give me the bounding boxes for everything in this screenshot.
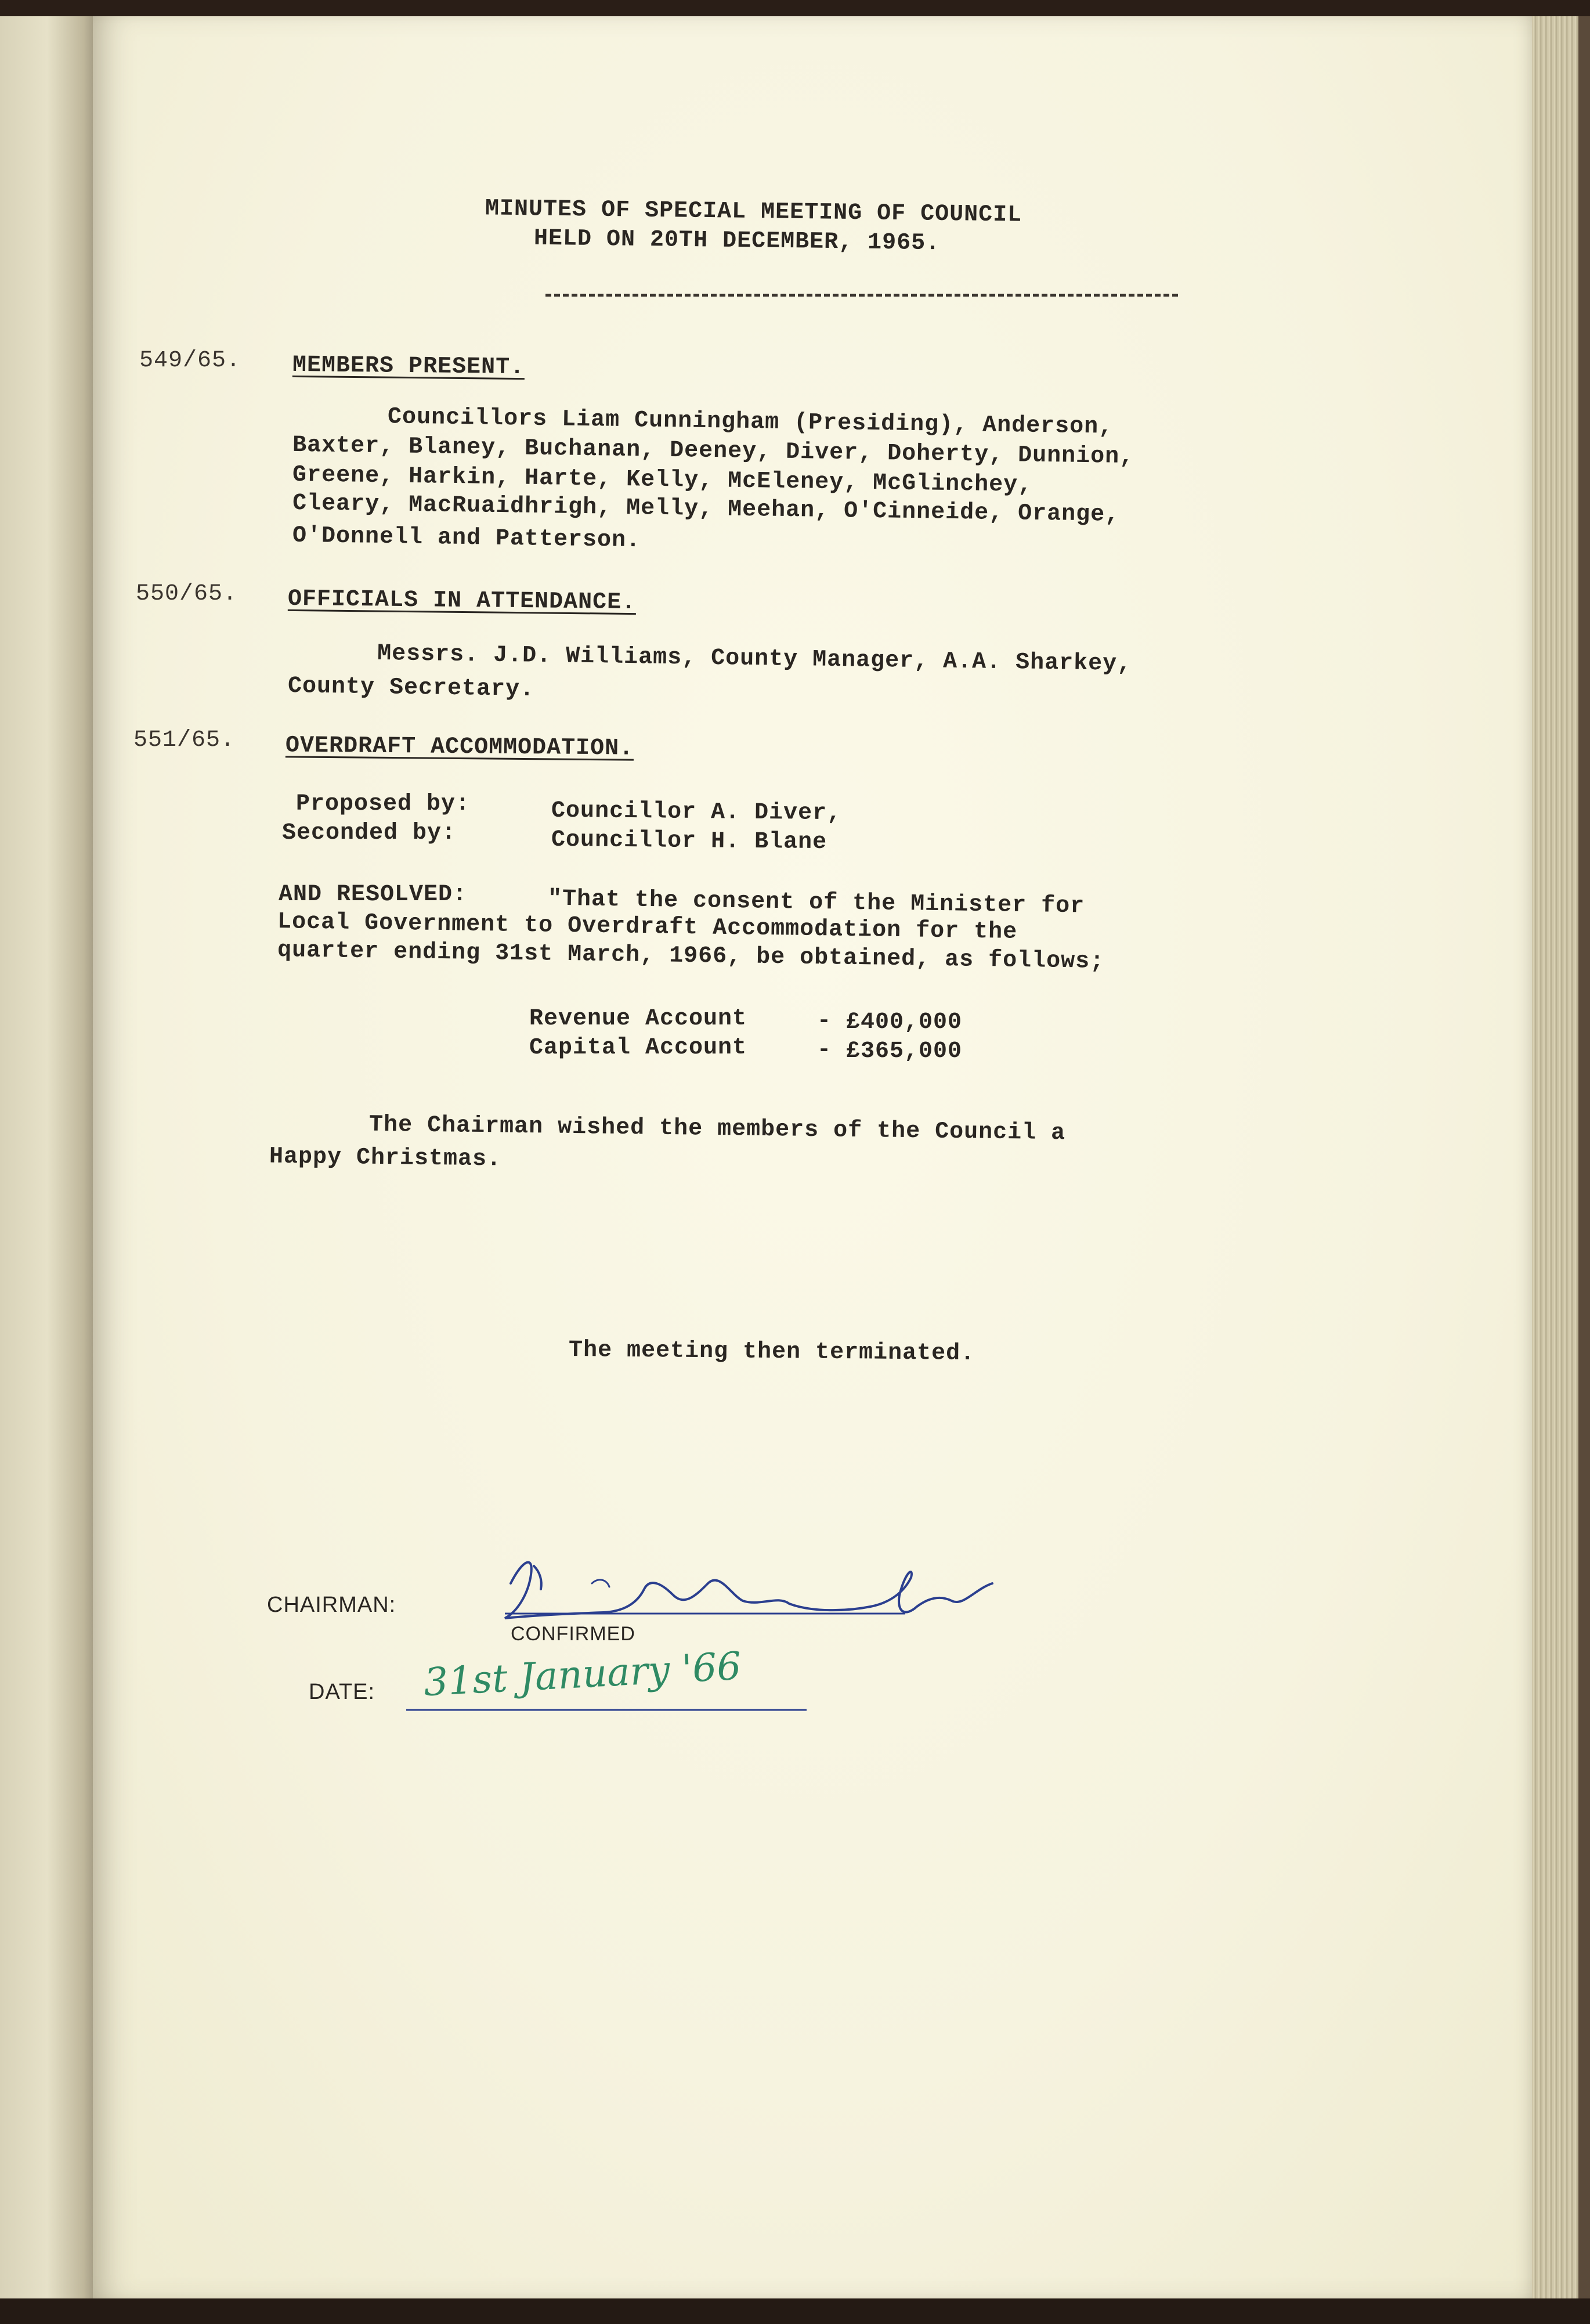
- members-line-3: Greene, Harkin, Harte, Kelly, McEleney, McGlinchey,: [292, 462, 1033, 499]
- revenue-account-name: Revenue Account: [529, 1006, 747, 1032]
- seconded-label: Seconded by:: [282, 820, 457, 846]
- proposed-label: Proposed by:: [296, 791, 471, 817]
- date-underline: [406, 1669, 812, 1716]
- left-page-gutter: [0, 16, 104, 2298]
- item-number-550: 550/65.: [136, 581, 238, 607]
- officials-line-2: County Secretary.: [287, 673, 535, 703]
- members-line-2: Baxter, Blaney, Buchanan, Deeney, Diver, Doherty, Dunnion,: [292, 432, 1134, 471]
- heading-officials: OFFICIALS IN ATTENDANCE.: [287, 586, 637, 616]
- chairman-note-line-2: Happy Christmas.: [269, 1143, 502, 1173]
- resolved-line-2: Local Government to Overdraft Accommodation for the: [277, 909, 1018, 946]
- officials-line-1: Messrs. J.D. Williams, County Manager, A.A. Sharkey,: [377, 640, 1132, 678]
- page-top-edge: [0, 0, 1590, 16]
- resolved-line-3: quarter ending 31st March, 1966, be obtained, as follows;: [277, 937, 1105, 975]
- page-bottom-edge: [0, 2298, 1590, 2324]
- date-label: DATE:: [309, 1680, 375, 1704]
- minutes-page: [93, 16, 1532, 2298]
- chairman-label: CHAIRMAN:: [267, 1593, 396, 1617]
- item-number-549: 549/65.: [139, 348, 241, 374]
- revenue-account-amount: £400,000: [846, 1009, 963, 1035]
- proposed-value: Councillor A. Diver,: [551, 797, 842, 827]
- resolved-label: AND RESOLVED:: [279, 882, 468, 908]
- resolved-line-1: "That the consent of the Minister for: [547, 886, 1085, 920]
- title-underline-rule: [545, 294, 1178, 297]
- confirmation-date: 31st January '66: [422, 1643, 743, 1705]
- chairman-note-line-1: The Chairman wished the members of the Council a: [368, 1112, 1066, 1147]
- capital-account-dash: -: [817, 1037, 832, 1063]
- capital-account-amount: £365,000: [846, 1038, 963, 1064]
- chairman-signature: [499, 1549, 1010, 1630]
- members-line-5: O'Donnell and Patterson.: [292, 522, 641, 554]
- right-page-edges: [1532, 16, 1590, 2298]
- item-number-551: 551/65.: [133, 727, 236, 753]
- minutes-date-line: HELD ON 20TH DECEMBER, 1965.: [533, 225, 941, 257]
- confirmed-stamp: CONFIRMED: [511, 1623, 635, 1645]
- heading-members-present: MEMBERS PRESENT.: [292, 352, 525, 381]
- revenue-account-dash: -: [817, 1008, 832, 1034]
- minutes-title: MINUTES OF SPECIAL MEETING OF COUNCIL: [485, 196, 1022, 229]
- members-line-1: Councillors Liam Cunningham (Presiding), Anderson,: [387, 404, 1114, 441]
- capital-account-name: Capital Account: [529, 1035, 747, 1061]
- closing-line: The meeting then terminated.: [568, 1337, 975, 1367]
- seconded-value: Councillor H. Blane: [551, 827, 827, 856]
- members-line-4: Cleary, MacRuaidhrigh, Melly, Meehan, O'Cinneide, Orange,: [292, 490, 1120, 528]
- heading-overdraft: OVERDRAFT ACCOMMODATION.: [285, 732, 634, 762]
